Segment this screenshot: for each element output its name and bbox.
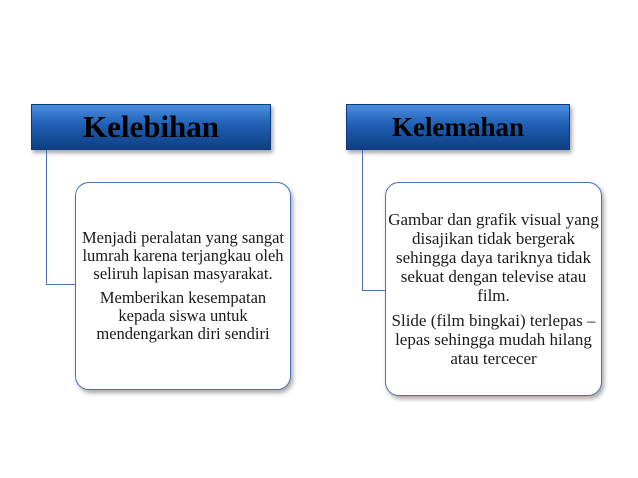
kelemahan-connector-line: [362, 150, 387, 291]
kelemahan-header: [346, 104, 570, 150]
kelemahan-title: Kelemahan: [392, 111, 524, 142]
kelebihan-header: [31, 104, 271, 150]
kelebihan-item-1: Menjadi peralatan yang sangat lumrah karena terjangkau oleh seliruh lapisan masyarakat.: [81, 228, 285, 283]
kelemahan-item-1: Gambar dan grafik visual yang disajikan tidak bergerak sehingga daya tariknya tidak sekuat dengan televise atau film.: [388, 210, 599, 305]
kelemahan-item-2: Slide (film bingkai) terlepas – lepas sehingga mudah hilang atau tercecer: [391, 311, 596, 368]
kelemahan-card: [385, 182, 602, 396]
kelebihan-card: [75, 182, 291, 390]
kelebihan-connector-line: [46, 150, 77, 285]
kelebihan-title: Kelebihan: [82, 109, 220, 144]
kelebihan-item-2: Memberikan kesempatan kepada siswa untuk mendengarkan diri sendiri: [96, 288, 270, 343]
